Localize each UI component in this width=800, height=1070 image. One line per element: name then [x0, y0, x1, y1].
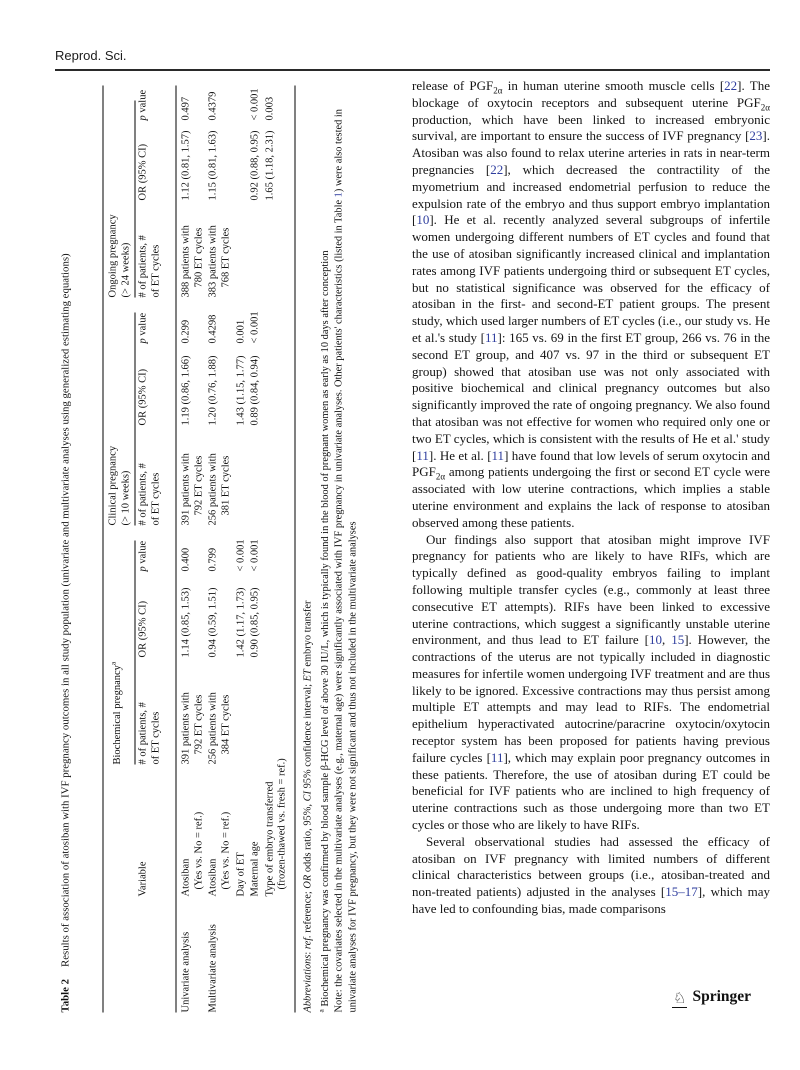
table-caption-text: Results of association of atosiban with IVF pregnancy outcomes in all study population (univariate and multivariate analyses using generalized estimating equations)	[59, 252, 71, 967]
citation-link[interactable]: 10	[648, 632, 662, 648]
table-cell	[264, 200, 295, 297]
table-footnotes	[301, 85, 359, 1012]
table-footnote-note: Note: the covariates selected in the multivariate analyses (e.g., maternal age) were significantly associated with IVF pregnancy in univariate analyses. Other patients' characteristics (listed in Table 1) were also tested in univariate analyses for IVF pregnancy, but they were not significant and thus not included in the multivariate analyses	[333, 108, 358, 1012]
table-cell: 0.4298	[207, 314, 219, 343]
column-group-clinical	[103, 297, 138, 525]
header-rule	[55, 69, 770, 71]
citation-link[interactable]: 10	[416, 212, 430, 228]
table-cell	[207, 200, 234, 297]
table-cell: < 0.001	[249, 87, 261, 120]
column-patients: # of patients, # of ET cycles	[137, 200, 176, 297]
paragraph: Several observational studies had assessed the efficacy of atosiban on IVF pregnancy with limited numbers of different clinical characteristics between groups (i.e., atosiban-treated and non-treated patients) adjusted in the analyses [15–17], which may have led to confounding bias, made comparisons	[412, 833, 770, 917]
cell-line: 256 patients with	[207, 452, 219, 525]
table-cell	[249, 425, 264, 525]
table-cell	[264, 657, 295, 764]
table-row	[207, 85, 234, 1012]
table-cell: < 0.001	[234, 538, 246, 571]
spacer-cell	[103, 764, 138, 896]
cell-line: 768 ET cycles	[219, 227, 231, 287]
table-cell	[264, 343, 295, 425]
table-cell: 0.400	[180, 547, 192, 571]
column-patients: # of patients, # of ET cycles	[137, 657, 176, 764]
citation-link[interactable]: 15–17	[665, 884, 698, 900]
table-cell: 1.14 (0.85, 1.53)	[180, 587, 192, 657]
group-label: Ongoing pregnancy (> 24 weeks)	[107, 213, 131, 297]
table-footnote-a: $^a$ Biochemical pregnancy was confirmed by blood sample β-HCG level of above 30 IU/L, which is typically found in the blood of pregnant women as early as 10 days after conception	[316, 249, 331, 1012]
table-cell	[207, 425, 234, 525]
analysis-type-cell: Univariate analysis	[180, 931, 192, 1012]
cell-line: 381 ET cycles	[219, 455, 231, 515]
cell-line: 384 ET cycles	[219, 694, 231, 754]
citation-link[interactable]: 11	[490, 749, 504, 765]
cell-line: 388 patients with	[180, 224, 192, 297]
springer-logo	[672, 988, 751, 1008]
table-cell: 0.89 (0.84, 0.94)	[249, 355, 261, 425]
table-label: Table 2	[59, 978, 71, 1012]
table-cell: 0.799	[207, 547, 219, 571]
cell-line: 391 patients with	[180, 691, 192, 764]
column-or: OR (95% CI)	[137, 343, 176, 425]
variable-cell	[263, 757, 295, 896]
table-row	[235, 85, 250, 1012]
table-cell: 0.001	[234, 319, 246, 343]
cell-line: (frozen-thawed vs. fresh = ref.)	[276, 757, 288, 889]
group-underline	[134, 312, 135, 525]
table-cell: 0.92 (0.88, 0.95)	[249, 130, 261, 200]
table-cell	[235, 657, 250, 764]
citation-link[interactable]: 11	[491, 447, 505, 463]
table-row	[249, 85, 264, 1012]
table-2-rotated-block	[58, 85, 410, 1012]
table-cell: 0.003	[263, 96, 275, 120]
springer-wordmark: Springer	[692, 988, 752, 1005]
table-cell: 0.497	[180, 96, 192, 120]
citation-link[interactable]: 1	[333, 191, 345, 197]
cell-line: Type of embryo transferred	[263, 780, 275, 896]
table-cell	[264, 425, 295, 525]
journal-title: Reprod. Sci.	[55, 48, 127, 63]
column-pvalue: p value	[137, 85, 176, 120]
table-group-header-row	[103, 85, 138, 1012]
table-cell: 0.94 (0.59, 1.51)	[207, 587, 219, 657]
table-cell: 1.15 (0.81, 1.63)	[207, 130, 219, 200]
table-cell: 1.65 (1.18, 2.31)	[263, 130, 275, 200]
analysis-type-cell	[249, 896, 264, 1012]
cell-line: 383 patients with	[207, 224, 219, 297]
table-cell	[264, 525, 295, 571]
cell-line: Maternal age	[249, 840, 261, 896]
variable-cell	[249, 764, 264, 896]
column-or: OR (95% CI)	[137, 571, 176, 657]
table-cell	[176, 425, 208, 525]
column-group-biochemical	[103, 525, 138, 764]
table-cell: 1.12 (0.81, 1.57)	[180, 130, 192, 200]
cell-line: Atosiban	[180, 858, 192, 896]
table-cell	[207, 657, 234, 764]
column-group-ongoing	[103, 85, 138, 297]
table-row	[264, 85, 295, 1012]
table-cell: 0.4379	[207, 91, 219, 120]
citation-link[interactable]: 22	[490, 161, 504, 177]
results-table	[102, 85, 295, 1012]
table-cell: 1.43 (1.15, 1.77)	[234, 355, 246, 425]
cell-line: 391 patients with	[180, 452, 192, 525]
citation-link[interactable]: 11	[484, 329, 498, 345]
column-or: OR (95% CI)	[137, 120, 176, 200]
group-label: Clinical pregnancy (> 10 weeks)	[107, 445, 131, 525]
spacer-cell	[137, 896, 176, 1012]
table-caption	[58, 85, 73, 1012]
cell-line: 256 patients with	[207, 691, 219, 764]
table-cell: 0.90 (0.85, 0.95)	[249, 587, 261, 657]
table-row	[176, 85, 208, 1012]
table-body	[176, 85, 295, 1012]
spacer-cell	[103, 896, 138, 1012]
analysis-type-cell	[264, 896, 295, 1012]
table-cell: 1.19 (0.86, 1.66)	[180, 355, 192, 425]
knight-horse-icon: ♘	[673, 989, 687, 1007]
paragraph: Our findings also support that atosiban might improve IVF pregnancy for patients who are likely to have RIFs, which are typically defined as good-quality embryos failing to implant following multiple transfer cycles (e.g., commonly at least three consecutive ET attempts). RIFs have been linked to excessive uterine contractions, which suggest a significantly unstable uterine environment, and thus lead to ET failure [10, 15]. However, the contractions of the uterus are not typically included in diagnostic measures for infertile women undergoing IVF treatment and are thus likely to be ignored. Excessive contractions may thus persist among multiple ET attempts and may lead to RIFs. The endometrial epithelium hyperactivated autocrine/paracrine oxytocin/oxytocin receptor system has been proposed for patients having previous failure cycles [11], which may explain poor pregnancy outcomes in these patients. Therefore, the use of atosiban during ET could be beneficial for IVF patients who are inclined to high frequency of uterine contractions such as those undergoing more than two ET cycles or those who are likely to have RIFs.	[412, 531, 770, 833]
table-cell: 0.299	[180, 319, 192, 343]
table-footnote-abbreviations: Abbreviations: ref. reference; OR odds ratio, 95%, CI 95% confidence interval; ET embryo transfer	[301, 600, 313, 1012]
citation-link[interactable]: 15	[671, 632, 685, 648]
citation-link[interactable]: 23	[749, 128, 763, 144]
column-variable: Variable	[137, 764, 176, 896]
table-cell	[249, 657, 264, 764]
analysis-type-cell	[235, 896, 250, 1012]
cell-line: 780 ET cycles	[192, 227, 204, 287]
group-underline	[134, 100, 135, 297]
table-cell: < 0.001	[249, 310, 261, 343]
column-pvalue: p value	[137, 525, 176, 571]
group-label: Biochemical pregnancy$^a$	[108, 661, 123, 764]
paragraph: release of $PGF_{2\alpha}$ in human uterine smooth muscle cells [22]. The blockage of oxytocin receptors and subsequent uterine $PGF_{2\alpha}$ production, which have been linked to increased embryonic survival, are important to ensure the success of IVF pregnancy [23]. Atosiban was also found to relax uterine arteries in rats in near-term pregnancies [22], which decreased the contractility of the myometrium and increased endometrial perfusion to reduce the expulsion rate of the embryo and thus support embryo implantation [10]. He et al. recently analyzed several subgroups of infertile women undergoing different numbers of ET cycles and found that the use of atosiban significantly increased clinical and implantation rates among IVF patients undergoing third or subsequent ET cycles, but no statistical significance was observed for the efficacy of atosiban in the first- and second-ET patient groups. The present study, which used larger numbers of ET cycles (i.e., our study vs. He et al.'s study [11]: 165 vs. 69 in the first ET group, 266 vs. 76 in the second ET group, and 407 vs. 97 in the third or subsequent ET group) showed that atosiban use was not only associated with positive biochemical and clinical pregnancy outcomes but also significantly improved the rate of ongoing pregnancy. We also found that atosiban was not effective for women who required only one or two ET cycles, which is consistent with the results of He et al.' study [11]. He et al. [11] have found that low levels of serum oxytocin and $PGF_{2\alpha}$ among patients undergoing the first or second ET cycle were associated with low uterine contractions, which implies a stable uterine environment and explains the lack of response to atosiban observed among these patients.	[412, 78, 770, 530]
variable-cell	[235, 764, 250, 896]
analysis-type-cell: Multivariate analysis	[207, 923, 219, 1012]
table-cell	[235, 425, 250, 525]
table-cell: 1.20 (0.76, 1.88)	[207, 355, 219, 425]
table-cell	[264, 571, 295, 657]
cell-line: (Yes vs. No = ref.)	[219, 811, 231, 889]
table-cell	[235, 85, 250, 120]
cell-line: Day of ET	[234, 851, 246, 896]
cell-line: (Yes vs. No = ref.)	[192, 811, 204, 889]
table-cell: < 0.001	[249, 538, 261, 571]
table-cell	[176, 657, 208, 764]
column-patients: # of patients, # of ET cycles	[137, 425, 176, 525]
variable-cell	[176, 764, 208, 896]
group-underline	[134, 540, 135, 764]
cell-line: 792 ET cycles	[192, 455, 204, 515]
citation-link[interactable]: 11	[416, 447, 429, 463]
table-subheader-row	[137, 85, 176, 1012]
article-column	[412, 78, 770, 918]
table-cell	[176, 200, 208, 297]
citation-link[interactable]: 22	[724, 78, 738, 93]
table-cell	[264, 297, 295, 343]
cell-line: Atosiban	[207, 858, 219, 896]
table-cell	[235, 200, 250, 297]
cell-line: 792 ET cycles	[192, 694, 204, 754]
table-cell	[249, 200, 264, 297]
variable-cell	[207, 764, 234, 896]
table-cell: 1.42 (1.17, 1.73)	[234, 587, 246, 657]
table-cell	[235, 120, 250, 200]
column-pvalue: p value	[137, 297, 176, 343]
